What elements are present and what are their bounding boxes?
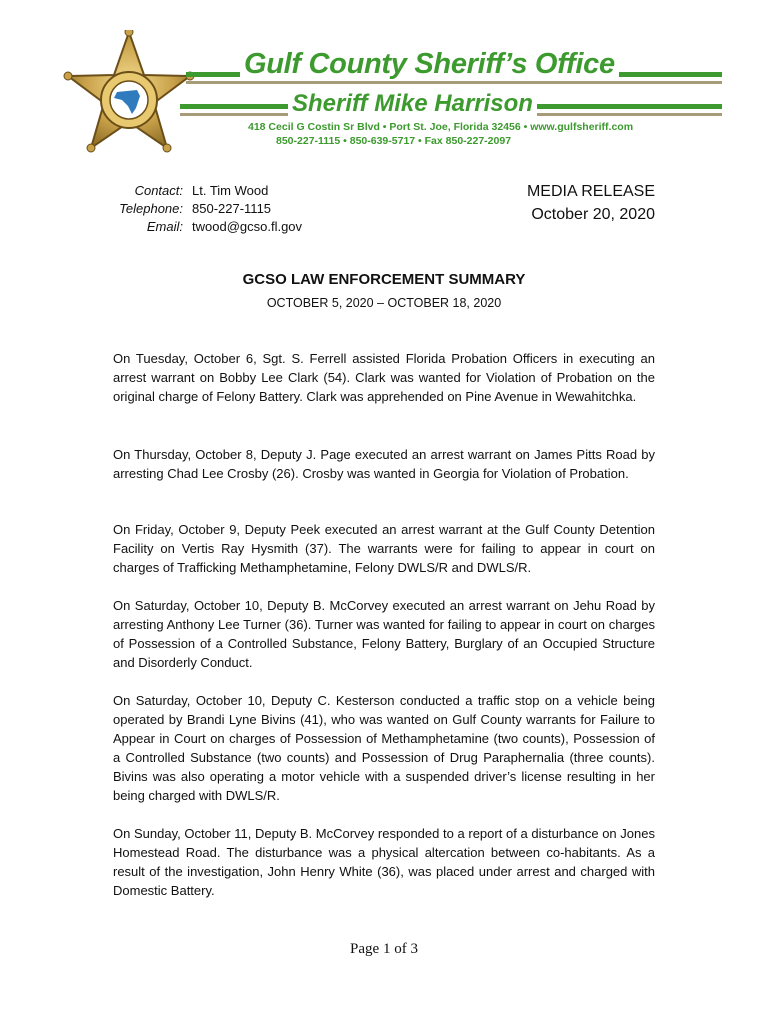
media-release-heading: MEDIA RELEASE [526,183,655,200]
release-date: October 20, 2020 [531,206,655,223]
letterhead-stripe [180,104,290,109]
report-paragraph: On Friday, October 9, Deputy Peek executed an arrest warrant at the Gulf County Detention Facility on Vertis Ray Hysmith (37). The warrants were for failing to appear in court on charges of Trafficking Methamphetamine, Felony DWLS/R and DWLS/R. [113,522,655,575]
report-paragraph: On Saturday, October 10, Deputy C. Kesterson conducted a traffic stop on a vehicle being operated by Brandi Lyne Bivins (41), who was wanted on Gulf County warrants for Failure to Appear in Court on charges of Possession of Methamphetamine (two counts), Possession of a Controlled Substance (two counts) and Possession of Drug Paraphernalia (three counts). Bivins was also operating a motor vehicle with a suspended driver’s license resulting in her being charged with DWLS/R. [113,693,655,803]
contact-value: Lt. Tim Wood [192,183,269,198]
summary-title: GCSO LAW ENFORCEMENT SUMMARY [242,271,526,288]
page-number: Page 1 of 3 [350,941,418,957]
office-address: 418 Cecil G Costin Sr Blvd • Port St. Joe, Florida 32456 • www.gulfsheriff.com [248,121,634,133]
email-label: Email: [146,219,183,234]
report-paragraph: On Tuesday, October 6, Sgt. S. Ferrell assisted Florida Probation Officers in executing an arrest warrant on Bobby Lee Clark (54). Clark was wanted for Violation of Probation on the original charge of Felony Battery. Clark was apprehended on Pine Avenue in Wewahitchka. [113,351,655,404]
letterhead-stripe [186,81,722,84]
report-paragraph: On Saturday, October 10, Deputy B. McCorvey executed an arrest warrant on Jehu Road by arresting Anthony Lee Turner (36). Turner was wanted for failing to appear in court on charges of Possession of a Controlled Substance, Felony Battery, Burglary of an Occupied Structure and Disorderly Conduct. [113,598,655,670]
office-name: Gulf County Sheriff’s Office [240,48,619,81]
telephone-value: 850-227-1115 [192,201,272,216]
report-paragraph: On Thursday, October 8, Deputy J. Page executed an arrest warrant on James Pitts Road by arresting Chad Lee Crosby (26). Crosby was wanted in Georgia for Violation of Probation. [113,447,655,481]
sheriff-name: Sheriff Mike Harrison [288,90,537,118]
email-value: twood@gcso.fl.gov [192,219,303,234]
telephone-label: Telephone: [119,201,183,216]
letterhead-stripe [528,104,722,109]
letterhead-stripe [528,113,722,116]
sheriff-star-badge-icon [62,30,197,160]
report-paragraph: On Sunday, October 11, Deputy B. McCorvey responded to a report of a disturbance on Jones Homestead Road. The disturbance was a physical altercation between co-habitants. As a result of the investigation, John Henry White (36), was placed under arrest and charged with Domestic Battery. [113,826,655,898]
contact-label: Contact: [134,183,183,198]
office-phones: 850-227-1115 • 850-639-5717 • Fax 850-227-2097 [276,135,512,147]
summary-date-range: OCTOBER 5, 2020 – OCTOBER 18, 2020 [266,296,502,310]
letterhead-stripe [180,113,290,116]
